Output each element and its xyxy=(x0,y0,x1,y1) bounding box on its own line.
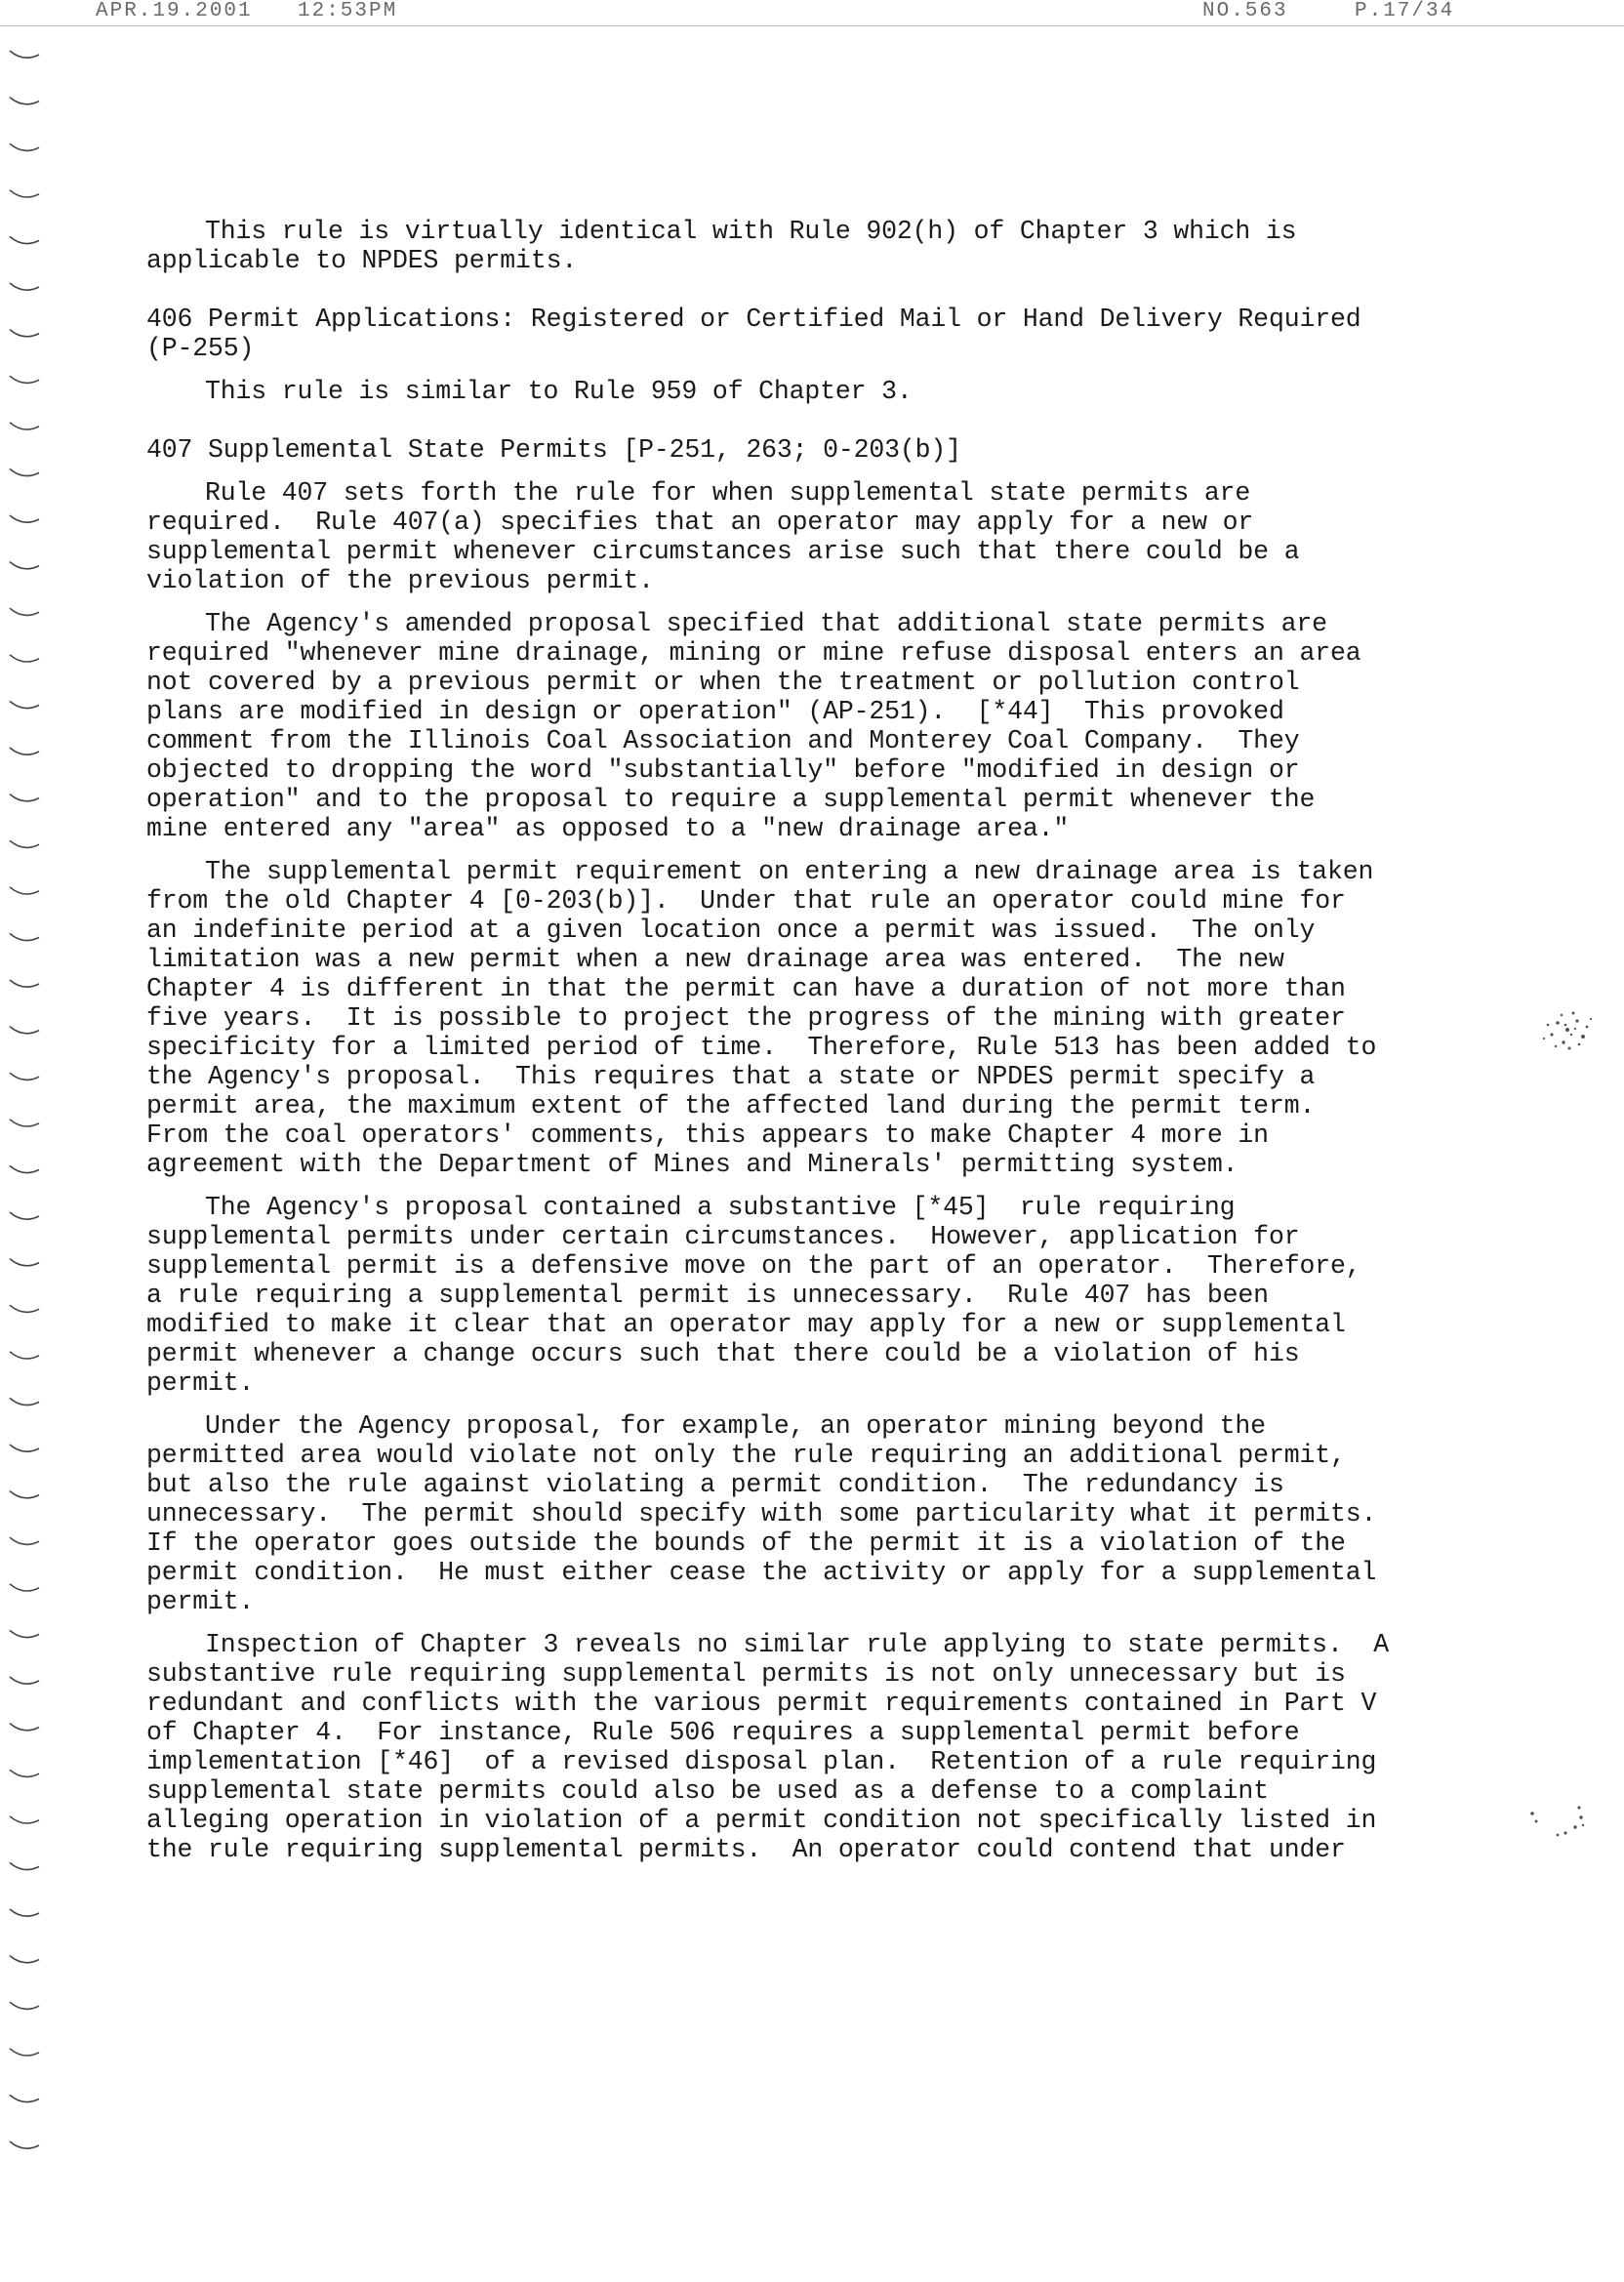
scan-speck xyxy=(1522,1796,1591,1845)
fax-date: APR.19.2001 xyxy=(96,0,253,22)
edge-mark xyxy=(10,236,39,243)
text-line: permit whenever a change occurs such that there could be a violation of his xyxy=(146,1339,1300,1368)
edge-mark xyxy=(10,1305,39,1312)
scan-speck xyxy=(1528,996,1606,1064)
text-line: permit. xyxy=(146,1368,255,1398)
edge-mark xyxy=(10,1956,39,1963)
edge-mark xyxy=(10,1212,39,1219)
edge-mark xyxy=(10,608,39,615)
text-line: supplemental permits under certain circumstances. However, application for xyxy=(146,1222,1300,1251)
edge-mark xyxy=(10,1027,39,1034)
edge-mark xyxy=(10,1491,39,1498)
edge-mark xyxy=(10,887,39,894)
text-line: This rule is virtually identical with Rule 902(h) of Chapter 3 which is xyxy=(205,217,1297,246)
text-line: 406 Permit Applications: Registered or Certified Mail or Hand Delivery Required xyxy=(146,305,1361,334)
intro-paragraph xyxy=(146,217,1454,246)
edge-mark xyxy=(10,562,39,569)
fax-time: 12:53PM xyxy=(298,0,398,22)
edge-mark xyxy=(10,1445,39,1451)
edge-mark xyxy=(10,1630,39,1637)
text-line: This rule is similar to Rule 959 of Chapter 3. xyxy=(205,377,913,406)
edge-mark xyxy=(10,1259,39,1266)
edge-mark xyxy=(10,795,39,801)
text-line: The Agency's amended proposal specified that additional state permits are xyxy=(205,609,1327,638)
edge-mark xyxy=(10,469,39,475)
edge-mark xyxy=(10,190,39,197)
text-line: permit area, the maximum extent of the affected land during the permit term. xyxy=(146,1091,1316,1121)
edge-mark xyxy=(10,376,39,383)
edge-mark xyxy=(10,2049,39,2056)
fax-page-number: P.17/34 xyxy=(1355,0,1455,22)
edge-mark xyxy=(10,423,39,429)
paragraph-406 xyxy=(146,377,1454,406)
edge-mark xyxy=(10,1724,39,1731)
text-line: plans are modified in design or operation" (AP-251). [*44] This provoked xyxy=(146,697,1284,726)
paragraph-407-2 xyxy=(146,609,1454,843)
text-line: the rule requiring supplemental permits. An operator could contend that under xyxy=(146,1835,1346,1864)
text-line: specificity for a limited period of time. Therefore, Rule 513 has been added to xyxy=(146,1033,1377,1062)
text-line: agreement with the Department of Mines and Minerals' permitting system. xyxy=(146,1150,1238,1179)
section-heading-406 xyxy=(146,305,1454,363)
text-line: The Agency's proposal contained a substantive [*45] rule requiring xyxy=(205,1193,1236,1222)
edge-mark xyxy=(10,1909,39,1916)
text-line: From the coal operators' comments, this appears to make Chapter 4 more in xyxy=(146,1121,1269,1150)
edge-mark xyxy=(10,1537,39,1544)
text-line: an indefinite period at a given location once a permit was issued. The only xyxy=(146,916,1316,945)
text-line: (P-255) xyxy=(146,334,255,363)
text-line: redundant and conflicts with the various permit requirements contained in Part V xyxy=(146,1689,1377,1718)
text-line: supplemental permit whenever circumstances arise such that there could be a xyxy=(146,537,1300,566)
edge-mark xyxy=(10,1120,39,1126)
text-line: Rule 407 sets forth the rule for when supplemental state permits are xyxy=(205,478,1251,508)
text-line: supplemental permit is a defensive move on the part of an operator. Therefore, xyxy=(146,1251,1361,1281)
paragraph-407-4 xyxy=(146,1193,1454,1398)
fax-number: NO.563 xyxy=(1202,0,1288,22)
text-line: modified to make it clear that an operator may apply for a new or supplemental xyxy=(146,1310,1346,1339)
edge-mark xyxy=(10,1816,39,1823)
edge-mark xyxy=(10,330,39,337)
edge-mark xyxy=(10,1073,39,1080)
text-line: required. Rule 407(a) specifies that an operator may apply for a new or xyxy=(146,508,1254,537)
text-line: If the operator goes outside the bounds of the permit it is a violation of the xyxy=(146,1528,1346,1558)
edge-mark xyxy=(10,748,39,754)
text-line: supplemental state permits could also be used as a defense to a complaint xyxy=(146,1776,1269,1806)
edge-mark xyxy=(10,51,39,58)
text-line: limitation was a new permit when a new drainage area was entered. The new xyxy=(146,945,1284,974)
text-line: violation of the previous permit. xyxy=(146,566,654,595)
text-line: substantive rule requiring supplemental permits is not only unnecessary but is xyxy=(146,1659,1346,1689)
text-line: unnecessary. The permit should specify with some particularity what it permits. xyxy=(146,1499,1377,1528)
text-line: Inspection of Chapter 3 reveals no similar rule applying to state permits. A xyxy=(205,1630,1389,1659)
text-line: 407 Supplemental State Permits [P-251, 263; 0-203(b)] xyxy=(146,435,961,465)
text-line: implementation [*46] of a revised disposal plan. Retention of a rule requiring xyxy=(146,1747,1377,1776)
paper-edge-marks xyxy=(6,29,49,2157)
text-line: operation" and to the proposal to require a supplemental permit whenever the xyxy=(146,785,1316,814)
fax-header xyxy=(0,0,1624,26)
edge-mark xyxy=(10,1584,39,1591)
text-line: a rule requiring a supplemental permit is unnecessary. Rule 407 has been xyxy=(146,1281,1269,1310)
text-line: but also the rule against violating a permit condition. The redundancy is xyxy=(146,1470,1284,1499)
text-line: from the old Chapter 4 [0-203(b)]. Under that rule an operator could mine for xyxy=(146,886,1346,916)
edge-mark xyxy=(10,2095,39,2101)
text-line: not covered by a previous permit or when the treatment or pollution control xyxy=(146,668,1300,697)
text-line: the Agency's proposal. This requires that a state or NPDES permit specify a xyxy=(146,1062,1316,1091)
edge-mark xyxy=(10,980,39,987)
edge-mark xyxy=(10,98,39,104)
document-body xyxy=(146,217,1454,1864)
paragraph-407-1 xyxy=(146,478,1454,595)
text-line: permit. xyxy=(146,1587,255,1616)
paragraph-407-5 xyxy=(146,1411,1454,1616)
edge-mark xyxy=(10,933,39,940)
paragraph-407-6 xyxy=(146,1630,1454,1864)
edge-mark xyxy=(10,283,39,290)
edge-mark xyxy=(10,2141,39,2148)
edge-mark xyxy=(10,701,39,708)
text-line: comment from the Illinois Coal Association and Monterey Coal Company. They xyxy=(146,726,1300,755)
edge-mark xyxy=(10,143,39,150)
text-line: of Chapter 4. For instance, Rule 506 requires a supplemental permit before xyxy=(146,1718,1300,1747)
text-line: objected to dropping the word "substantially" before "modified in design or xyxy=(146,755,1300,785)
section-heading-407 xyxy=(146,435,1454,465)
paragraph-407-3 xyxy=(146,857,1454,1179)
edge-mark xyxy=(10,2002,39,2009)
edge-mark xyxy=(10,1862,39,1869)
text-line: Under the Agency proposal, for example, an operator mining beyond the xyxy=(205,1411,1266,1441)
edge-mark xyxy=(10,1352,39,1359)
edge-mark xyxy=(10,515,39,522)
edge-mark xyxy=(10,1770,39,1776)
text-line: permitted area would violate not only the rule requiring an additional permit, xyxy=(146,1441,1346,1470)
text-line: mine entered any "area" as opposed to a "new drainage area." xyxy=(146,814,1070,843)
edge-mark xyxy=(10,1677,39,1684)
text-line: required "whenever mine drainage, mining or mine refuse disposal enters an area xyxy=(146,638,1361,668)
text-line: permit condition. He must either cease the activity or apply for a supplemental xyxy=(146,1558,1377,1587)
edge-mark xyxy=(10,840,39,847)
edge-mark xyxy=(10,1165,39,1172)
text-line: Chapter 4 is different in that the permit can have a duration of not more than xyxy=(146,974,1346,1003)
text-line: five years. It is possible to project the progress of the mining with greater xyxy=(146,1003,1346,1033)
edge-mark xyxy=(10,1398,39,1405)
edge-mark xyxy=(10,655,39,662)
text-line: applicable to NPDES permits. xyxy=(146,246,578,275)
text-line: The supplemental permit requirement on entering a new drainage area is taken xyxy=(205,857,1374,886)
text-line: alleging operation in violation of a permit condition not specifically listed in xyxy=(146,1806,1377,1835)
